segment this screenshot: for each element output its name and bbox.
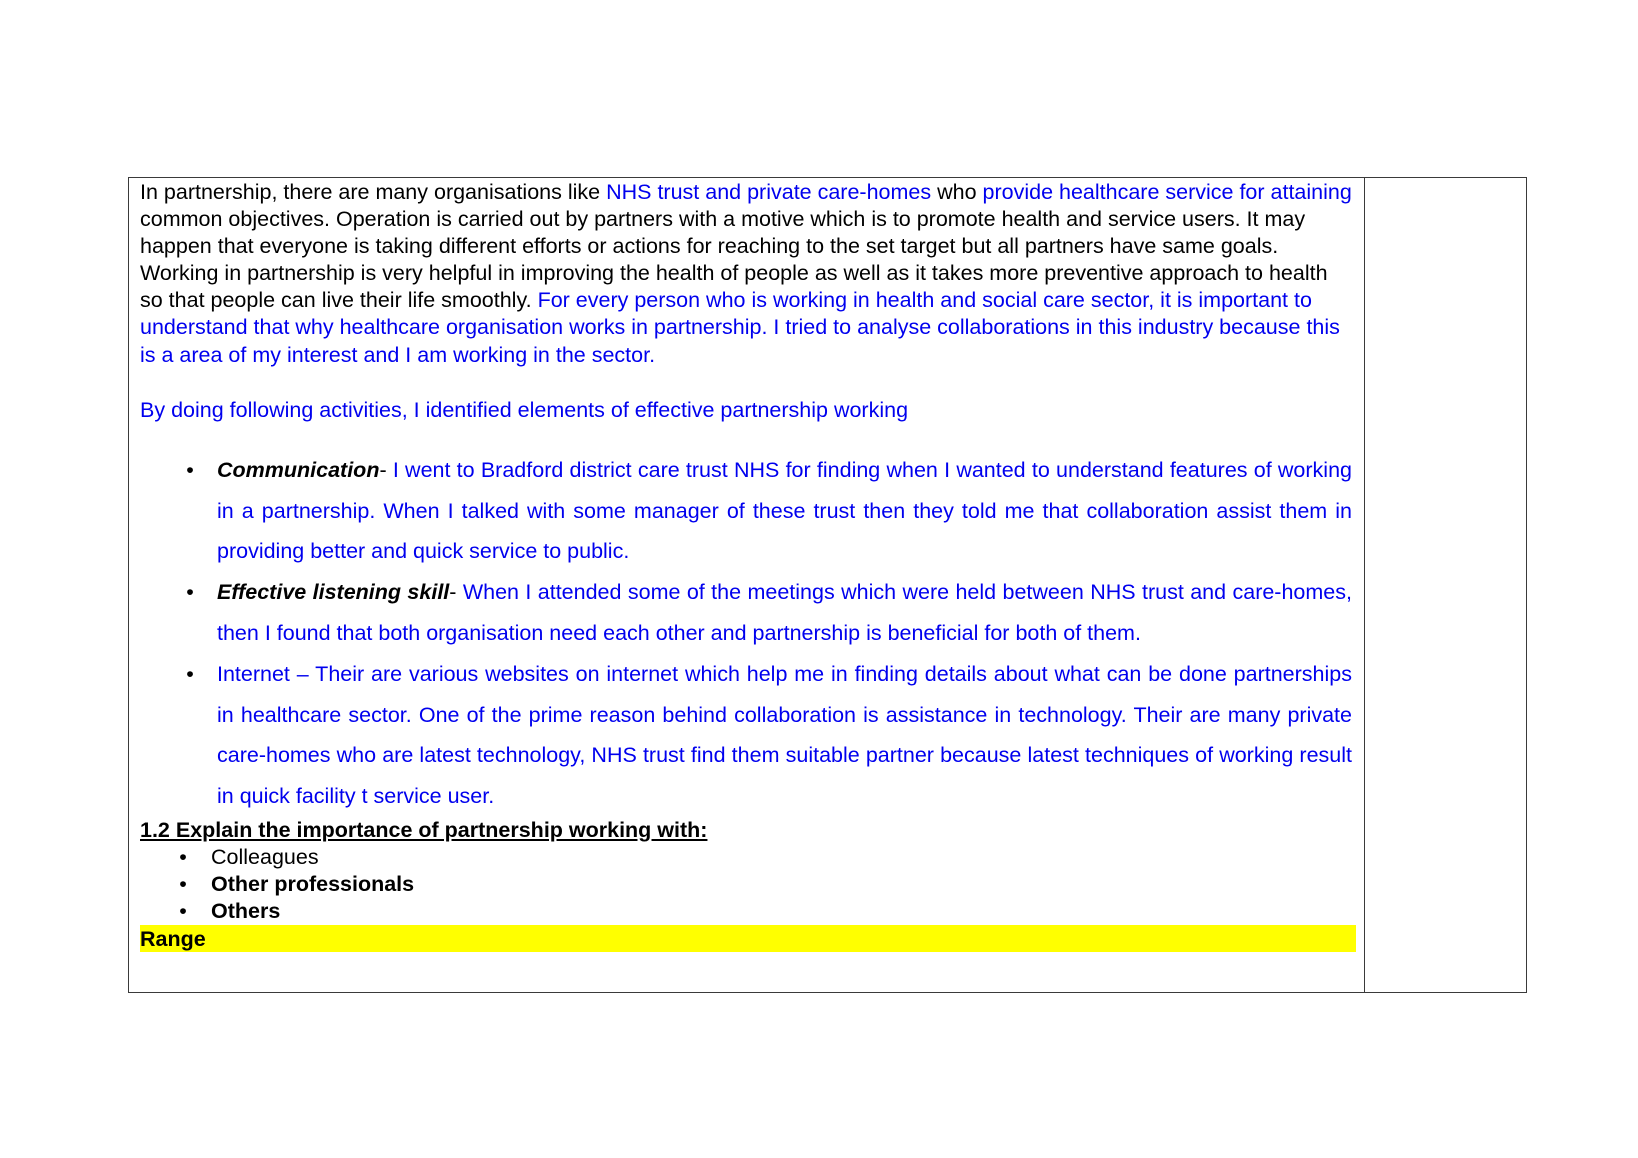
bullet-icon: • — [179, 845, 187, 870]
intro-text-5: common objectives. Operation is carried out by partners with a motive which is to promote health and service users. It may happen that everyone is taking different efforts or actions for reaching to the set target but all partners have same goals. Working in partnership is very helpful in improving the health of people as well as it takes more preventive approach to health so that people can live their life smoothly. — [140, 207, 1328, 313]
bullet-icon: • — [179, 899, 187, 924]
target-label: Colleagues — [211, 845, 319, 870]
bullet-icon: • — [186, 661, 194, 686]
activities-list — [140, 450, 1352, 817]
activity-text: I went to Bradford district care trust NHS for finding when I wanted to understand features of working in a partnership. When I talked with some manager of these trust then they told me that collaboration assist them in providing better and quick service to public. — [217, 457, 1352, 564]
list-item-internet — [140, 654, 1352, 817]
range-highlight: Range — [140, 925, 1356, 952]
intro-text-6: For every person who is working in health and social care sector, it is important to understand that why healthcare organisation works in partnership. I tried to analyse collaborations in this industry because this is a area of my interest and I am working in the sector. — [140, 288, 1340, 367]
assessment-table — [128, 177, 1527, 993]
partners-list — [140, 844, 1364, 925]
paragraph-gap — [140, 369, 1364, 396]
list-item-other-professionals — [140, 871, 1364, 898]
intro-text-3: who — [931, 180, 983, 204]
list-item-communication — [140, 450, 1352, 572]
bullet-icon: • — [179, 872, 187, 897]
target-label: Others — [211, 899, 281, 924]
target-label: Other professionals — [211, 872, 415, 897]
intro-text-1: In partnership, there are many organisations like — [140, 180, 607, 204]
list-item-colleagues — [140, 844, 1364, 871]
activity-text: Internet – Their are various websites on internet which help me in finding details about what can be done partnerships in healthcare sector. One of the prime reason behind collaboration is assistance in technology. Their are many private care-homes who are latest technology, NHS trust find them suitable partner because latest techniques of working result in quick facility t service user. — [217, 661, 1352, 809]
activity-term: Communication — [217, 457, 380, 482]
activity-text: When I attended some of the meetings which were held between NHS trust and care-homes, then I found that both organisation need each other and partnership is beneficial for both of them. — [217, 580, 1352, 645]
answer-cell — [129, 178, 1365, 992]
bullet-icon: • — [186, 457, 194, 482]
intro-paragraph — [140, 178, 1352, 369]
list-item-others — [140, 898, 1364, 925]
marks-cell — [1365, 178, 1526, 992]
intro-text-4: provide healthcare service for attaining — [982, 180, 1352, 204]
activities-intro: By doing following activities, I identified elements of effective partnership working — [140, 397, 909, 422]
activity-term: Effective listening skill — [217, 580, 450, 605]
intro-text-2: NHS trust and private care-homes — [606, 180, 932, 204]
bullet-icon: • — [186, 580, 194, 605]
list-item-listening — [140, 572, 1352, 654]
section-heading: 1.2 Explain the importance of partnership working with: — [140, 817, 708, 842]
activity-separator: - — [379, 457, 393, 482]
activity-separator: - — [449, 580, 463, 605]
